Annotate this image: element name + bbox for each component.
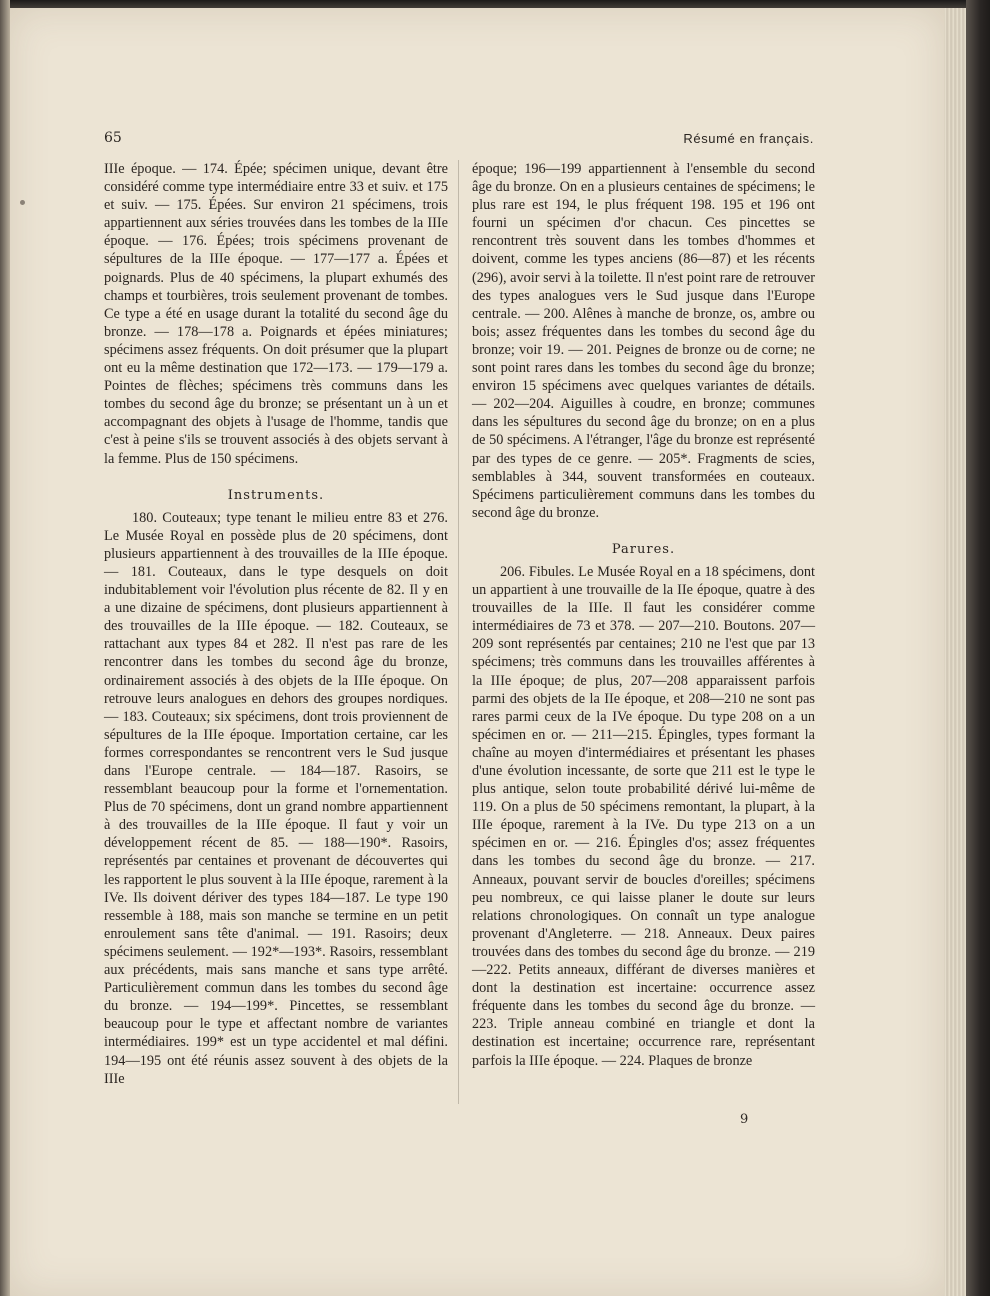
section-heading-parures: Parures. <box>611 541 676 557</box>
right-intro-paragraph: époque; 196—199 appartiennent à l'ensemble du second âge du bronze. On en a plusieurs centaines de spécimens; le plus rare est 194, le plus fréquent 198. 195 et 196 ont fourni un spécimen d'or chacun. Ces pincettes se rencontrent très souvent dans les tombes d'hommes et doivent, comme les types anciens (86—87) et les récents (296), avoir servi à la toilette. Il n'est point rare de retrouver des types analogues vers le Sud jusque dans l'Europe centrale. — 200. Alênes à manche de bronze, os, ambre ou bois; assez fréquentes dans les tombes du second âge du bronze; voir 19. — 201. Peignes de bronze ou de corne; ne sont point rares dans les tombes du second âge du bronze; environ 15 spécimens avec quelques variantes de détails. — 202—204. Aiguilles à coudre, en bronze; communes dans les sépultures du second âge du bronze; on en a plus de 50 spécimens. A l'étranger, l'âge du bronze est représenté par des types de ce genre. — 205*. Fragments de scies, semblables à 344, souvent transformées en couteaux. Spécimens particulièrement communs dans les tombes du second âge du bronze. <box>472 161 815 521</box>
right-body-paragraph: 206. Fibules. Le Musée Royal en a 18 spécimens, dont un appartient à une trouvaille de la IIe époque, quatre à des trouvailles de la IIIe. Il faut les considérer comme intermédiaires de 73 et 378. — 207—210. Boutons. 207—209 sont représentés par centaines; 210 ne l'est que par 13 spécimens; très communs dans les trouvailles afférentes à la IIIe époque; de plus, 207—208 apparaissent parfois parmi des objets de la IIe époque, et 208—210 ne sont pas rares parmi ceux de la IVe époque. Du type 208 on a un spécimen en or. — 211—215. Épingles, types formant la chaîne au moyen d'intermédiaires et présentant les phases d'une évolution incessante, de sorte que 211 est le type le plus antique, selon toute probabilité dérivé lui-même de 119. On a plus de 50 spécimens remontant, la plupart, à la IIIe époque, rarement à la IVe. Du type 213 on a un spécimen en or. — 216. Épingles d'os; assez fréquentes dans les tombes du second âge du bronze. — 217. Anneaux, pouvant servir de boucles d'oreilles; spécimens peu nombreux, ce qui laisse planer le doute sur leurs relations chronologiques. On connaît un type analogue provenant d'Angleterre. — 218. Anneaux. Deux paires trouvées dans des tombes du second âge du bronze. — 219—222. Petits anneaux, différant de diverses manières et dont la destination est incertaine: occurrence assez fréquente dans les tombes du second âge du bronze. — 223. Triple anneau combiné en triangle et dont la destination est incertaine; occurrence rare, représentant parfois la IIIe époque. — 224. Plaques de bronze <box>472 563 815 1069</box>
section-heading-instruments: Instruments. <box>227 487 325 503</box>
binding-right <box>966 0 990 1296</box>
left-body-paragraph: 180. Couteaux; type tenant le milieu entre 83 et 276. Le Musée Royal en possède plus de 20 spécimens, dont plusieurs appartiennent à des trouvailles de la IIIe époque. — 181. Couteaux, dans le type desquels on doit indubitablement voir l'évolution plus récente de 82. Il y en a une dizaine de spécimens, dont plusieurs appartiennent à des trouvailles de la IIIe époque. — 182. Couteaux, se rattachant aux types 84 et 282. Il n'est pas rare de les rencontrer dans les tombes du second âge du bronze, ordinairement associés à des objets de la IIIe époque. On retrouve leurs analogues en dehors des groupes nordiques. — 183. Couteaux; six spécimens, dont trois proviennent de sépultures de la IIIe époque. Importation certaine, car les formes correspondantes se rencontrent vers le Sud jusque dans l'Europe centrale. — 184—187. Rasoirs, se ressemblant beaucoup pour la forme et l'ornementation. Plus de 70 spécimens, dont un grand nombre appartiennent à des trouvailles de la IIIe époque. Il faut y voir un développement récent de 85. — 188—190*. Rasoirs, représentés par centaines et provenant de découvertes qui les rapportent le plus souvent à la IIIe époque, rarement à la IVe. Ils doivent dériver des types 184—187. Le type 190 ressemble à 188, mais son manche se termine en un petit enroulement sans tête d'animal. — 191. Rasoirs; deux spécimens seulement. — 192*—193*. Rasoirs, ressemblant aux précédents, mais sans manche et sans type arrêté. Particulièrement commun dans les tombes du second âge du bronze. — 194—199*. Pincettes, se ressemblant beaucoup pour le type et affectant nombre de variantes intermédiaires. 199* est un type accidentel et mal défini. 194—195 ont été réunis assez souvent à des objets de la IIIe <box>104 509 448 1087</box>
right-column <box>472 160 815 1070</box>
page-stack-edges <box>944 8 966 1296</box>
left-intro-paragraph: IIIe époque. — 174. Épée; spécimen unique, devant être considéré comme type intermédiaire entre 33 et suiv. et 175 et suiv. — 175. Épées. Sur environ 21 spécimens, trois appartiennent aux séries trouvées dans les tombes de la IIIe époque. — 176. Épées; trois spécimens provenant de sépultures de la IIIe époque. — 177—177 a. Épées et poignards. Plus de 40 spécimens, la plupart exhumés des champs et tourbières, trois seulement provenant de tombes. Ce type a été en usage durant la totalité du second âge du bronze. — 178—178 a. Poignards et épées miniatures; spécimens assez fréquents. On doit présumer que la plupart ont eu la même destination que 172—173. — 179—179 a. Pointes de flèches; spécimens très communs dans les tombes du second âge du bronze; se présentant un à un et accompagnant des objets à l'usage de l'homme, tandis que c'est à peine s'ils se trouvent associés à des objets servant à la femme. Plus de 150 spécimens. <box>104 161 448 467</box>
left-column <box>104 160 448 1088</box>
page-number: 65 <box>104 130 122 146</box>
running-title: Résumé en français. <box>683 131 814 146</box>
paper-speck <box>20 200 25 205</box>
signature-mark: 9 <box>740 1112 749 1127</box>
binding-left <box>0 0 10 1296</box>
column-gutter <box>458 160 459 1104</box>
